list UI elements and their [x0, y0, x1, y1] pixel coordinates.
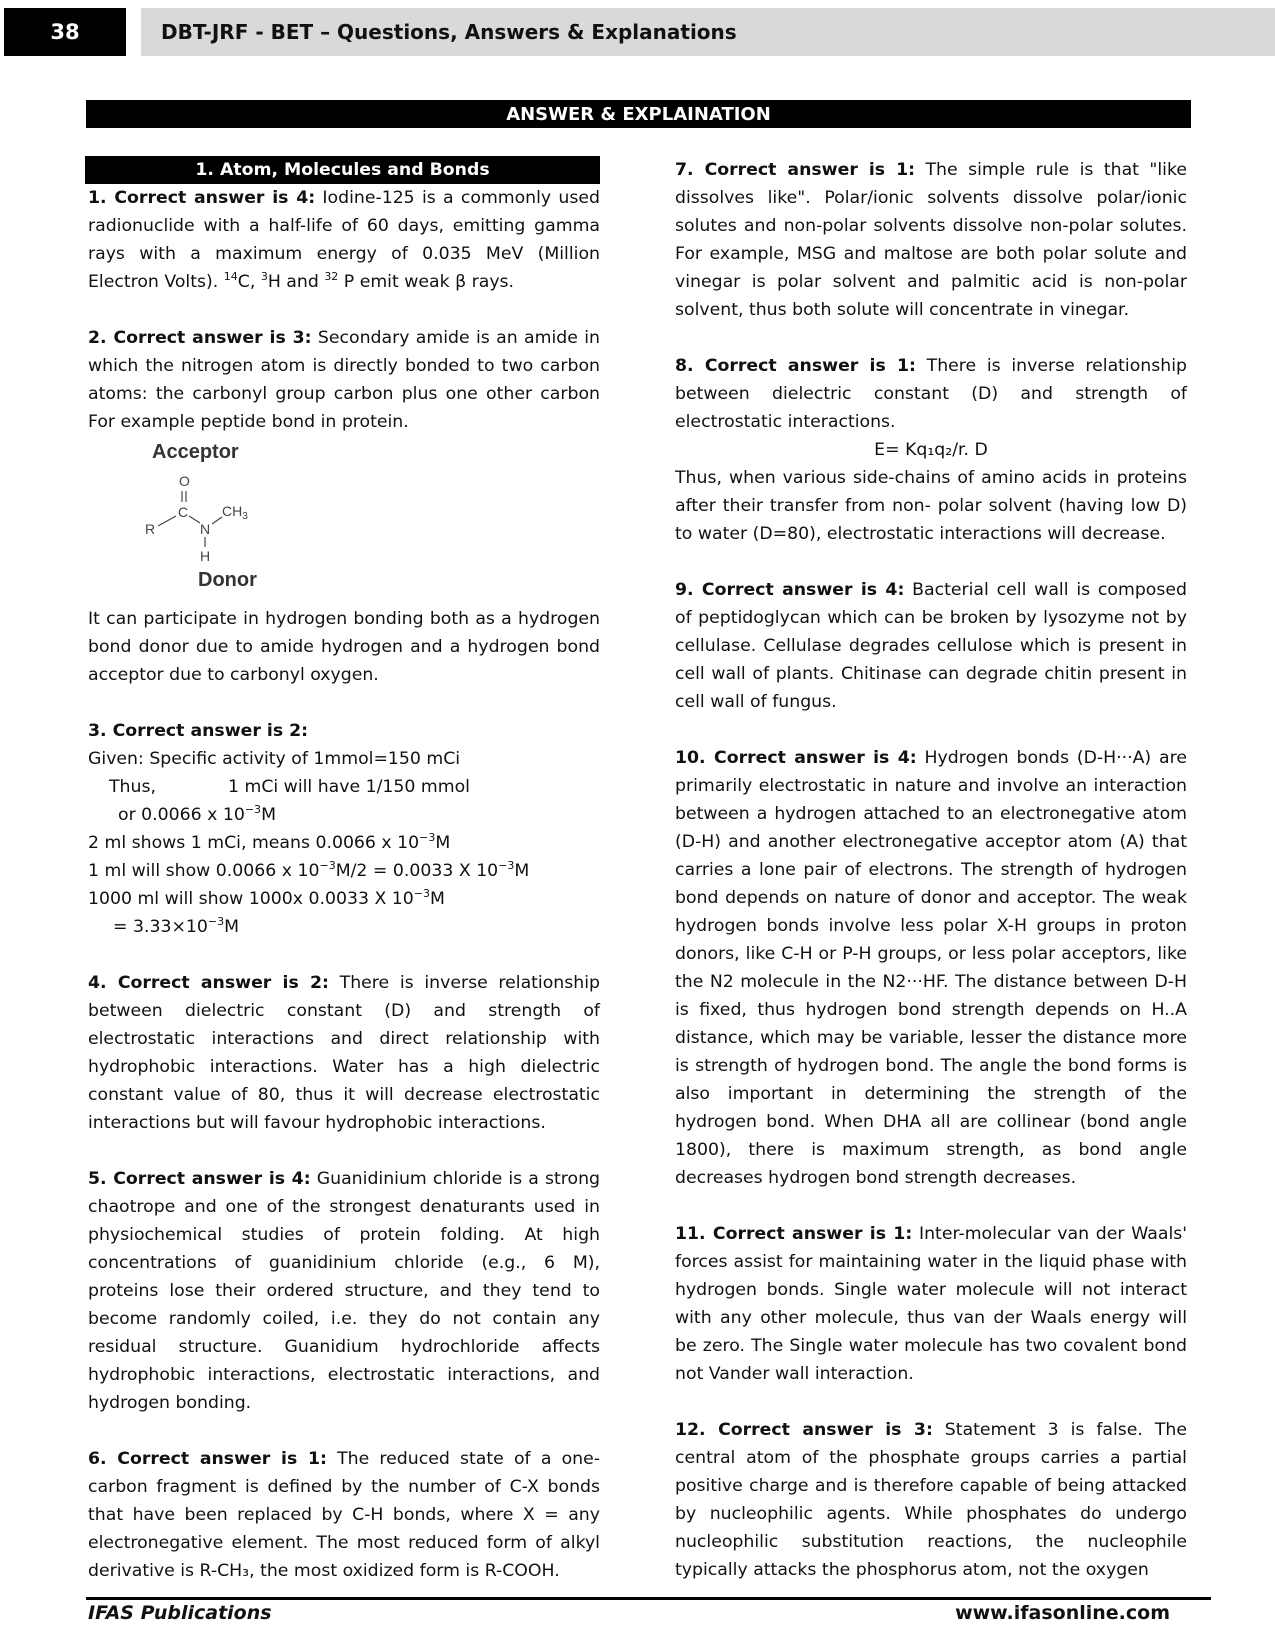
- answer-lead: 4. Correct answer is 2:: [88, 973, 329, 993]
- svg-text:O: O: [179, 473, 190, 489]
- answer-4: 4. Correct answer is 2: There is inverse relationship between dielectric constant (D) and strength of electrostatic interactions and direct relationship with hydrophobic interactions. Water has a high dielectric constant value of 80, thus it will decrease electrostatic interactions but will favour hydrophobic interactions.: [88, 973, 600, 1133]
- answer-11: 11. Correct answer is 1: Inter-molecular van der Waals' forces assist for maintaining water in the liquid phase with hydrogen bonds. Single water molecule will not interact with any other molecule, thus van der Waals energy will be zero. The Single water molecule has two covalent bond not Vander wall interaction.: [675, 1224, 1187, 1384]
- answer-lead: 3. Correct answer is 2:: [88, 721, 309, 741]
- answer-lead: 12. Correct answer is 3:: [675, 1420, 933, 1440]
- answer-lead: 9. Correct answer is 4:: [675, 580, 905, 600]
- right-column: [675, 156, 1187, 1612]
- answer-lead: 1. Correct answer is 4:: [88, 188, 316, 208]
- svg-text:N: N: [200, 521, 211, 537]
- answer-7: 7. Correct answer is 1: The simple rule is that "like dissolves like". Polar/ionic solvents dissolve polar/ionic solutes and non-polar solvents dissolve non-polar solutes. For example, MSG and maltose are both polar solute and vinegar is polar solvent and palmitic acid is non-polar solvent, thus both solute will concentrate in vinegar.: [675, 160, 1187, 320]
- answer-lead: 8. Correct answer is 1:: [675, 356, 916, 376]
- answer-lead: 10. Correct answer is 4:: [675, 748, 917, 768]
- coulomb-formula: E= Kq₁q₂/r. D: [874, 440, 988, 460]
- answer-lead: 2. Correct answer is 3:: [88, 328, 312, 348]
- answer-12: 12. Correct answer is 3: Statement 3 is false. The central atom of the phosphate groups carries a partial positive charge and is therefore capable of being attacked by nucleophilic agents. While phosphates do undergo nucleophilic substitution reactions, the nucleophile typically attacks the phosphorus atom, not the oxygen: [675, 1420, 1187, 1580]
- answer-8-continued: Thus, when various side-chains of amino acids in proteins after their transfer from non- polar solvent (having low D) to water (D=80), electrostatic interactions will decrease.: [675, 468, 1187, 544]
- chapter-heading: 1. Atom, Molecules and Bonds: [85, 156, 600, 184]
- amide-diagram: [88, 436, 600, 596]
- svg-text:H: H: [200, 548, 211, 564]
- book-title: DBT-JRF - BET – Questions, Answers & Explanations: [141, 8, 1275, 56]
- publisher-name: IFAS Publications: [88, 1602, 272, 1624]
- answer-5: 5. Correct answer is 4: Guanidinium chloride is a strong chaotrope and one of the strongest denaturants used in physiochemical studies of protein folding. At high concentrations of guanidinium chloride (e.g., 6 M), proteins lose their ordered structure, and they tend to become randomly coiled, i.e. they do not contain any residual structure. Guanidium hydrochloride affects hydrophobic interactions, electrostatic interactions, and hydrogen bonding.: [88, 1169, 600, 1413]
- answer-9: 9. Correct answer is 4: Bacterial cell wall is composed of peptidoglycan which can be broken by lysozyme not by cellulase. Cellulase degrades cellulose which is present in cell wall of plants. Chitinase can degrade chitin present in cell wall of fungus.: [675, 580, 1187, 712]
- left-column: [88, 156, 600, 1613]
- answer-2-continued: It can participate in hydrogen bonding both as a hydrogen bond donor due to amide hydrogen and a hydrogen bond acceptor due to carbonyl oxygen.: [88, 609, 600, 685]
- svg-text:C: C: [178, 504, 189, 520]
- donor-label: Donor: [198, 569, 257, 591]
- answer-1: 1. Correct answer is 4: Iodine-125 is a commonly used radionuclide with a half-life of 60 days, emitting gamma rays with a maximum energy of 0.035 MeV (Million Electron Volts). $^{14}$C, $^3$H and $^{32}$ P emit weak β rays.: [88, 188, 600, 292]
- answer-lead: 7. Correct answer is 1:: [675, 160, 916, 180]
- answer-lead: 6. Correct answer is 1:: [88, 1449, 327, 1469]
- answer-6: 6. Correct answer is 1: The reduced state of a one-carbon fragment is defined by the number of C-X bonds that have been replaced by C-H bonds, where X = any electronegative element. The most reduced form of alkyl derivative is R-CH₃, the most oxidized form is R-COOH.: [88, 1449, 600, 1581]
- svg-text:R: R: [145, 521, 156, 537]
- answer-2: 2. Correct answer is 3: Secondary amide is an amide in which the nitrogen atom is directly bonded to two carbon atoms: the carbonyl group carbon plus one other carbon For example peptide bond in protein.: [88, 328, 600, 432]
- answer-lead: 5. Correct answer is 4:: [88, 1169, 311, 1189]
- answer-8: 8. Correct answer is 1: There is inverse relationship between dielectric constant (D) and strength of electrostatic interactions.: [675, 356, 1187, 432]
- answer-lead: 11. Correct answer is 1:: [675, 1224, 913, 1244]
- section-banner: ANSWER & EXPLAINATION: [86, 100, 1191, 128]
- page-header: [4, 8, 1275, 56]
- answer-10: 10. Correct answer is 4: Hydrogen bonds (D-H···A) are primarily electrostatic in nature and involve an interaction between a hydrogen attached to an electronegative atom (D-H) and another electronegative acceptor atom (A) that carries a lone pair of electrons. The strength of hydrogen bond depends on nature of donor and acceptor. The weak hydrogen bonds involve less polar X-H groups in proton donors, like C-H or P-H groups, or less polar acceptors, like the N2 molecule in the N2···HF. The distance between D-H is fixed, thus hydrogen bond strength depends on H..A distance, which may be variable, lesser the distance more is strength of hydrogen bond. The angle the bond forms is also important in determining the strength of the hydrogen bond. When DHA all are collinear (bond angle 1800), there is maximum strength, as bond angle decreases hydrogen bond strength decreases.: [675, 748, 1187, 1188]
- page-number: 38: [4, 8, 126, 56]
- acceptor-label: Acceptor: [152, 441, 239, 463]
- svg-text:CH3: $CH_3$: [222, 503, 248, 522]
- answer-3: 3. Correct answer is 2: Given: Specific activity of 1mmol=150 mCi Thus, 1 mCi will have 1/150 mmol or 0.0066 x $10^{-3}M$ 2 ml shows 1 mCi, means 0.0066 x $10^{-3}M$ 1 ml will show 0.0066 x $10^{-3}M/2 = 0.0033$ X $10^{-3}M$ 1000 ml will show 1000x 0.0033 X $10^{-3}M$ = $3.33\times 10^{-3}M$: [88, 721, 530, 937]
- footer-divider: [86, 1597, 1211, 1600]
- website-link[interactable]: www.ifasonline.com: [955, 1602, 1170, 1624]
